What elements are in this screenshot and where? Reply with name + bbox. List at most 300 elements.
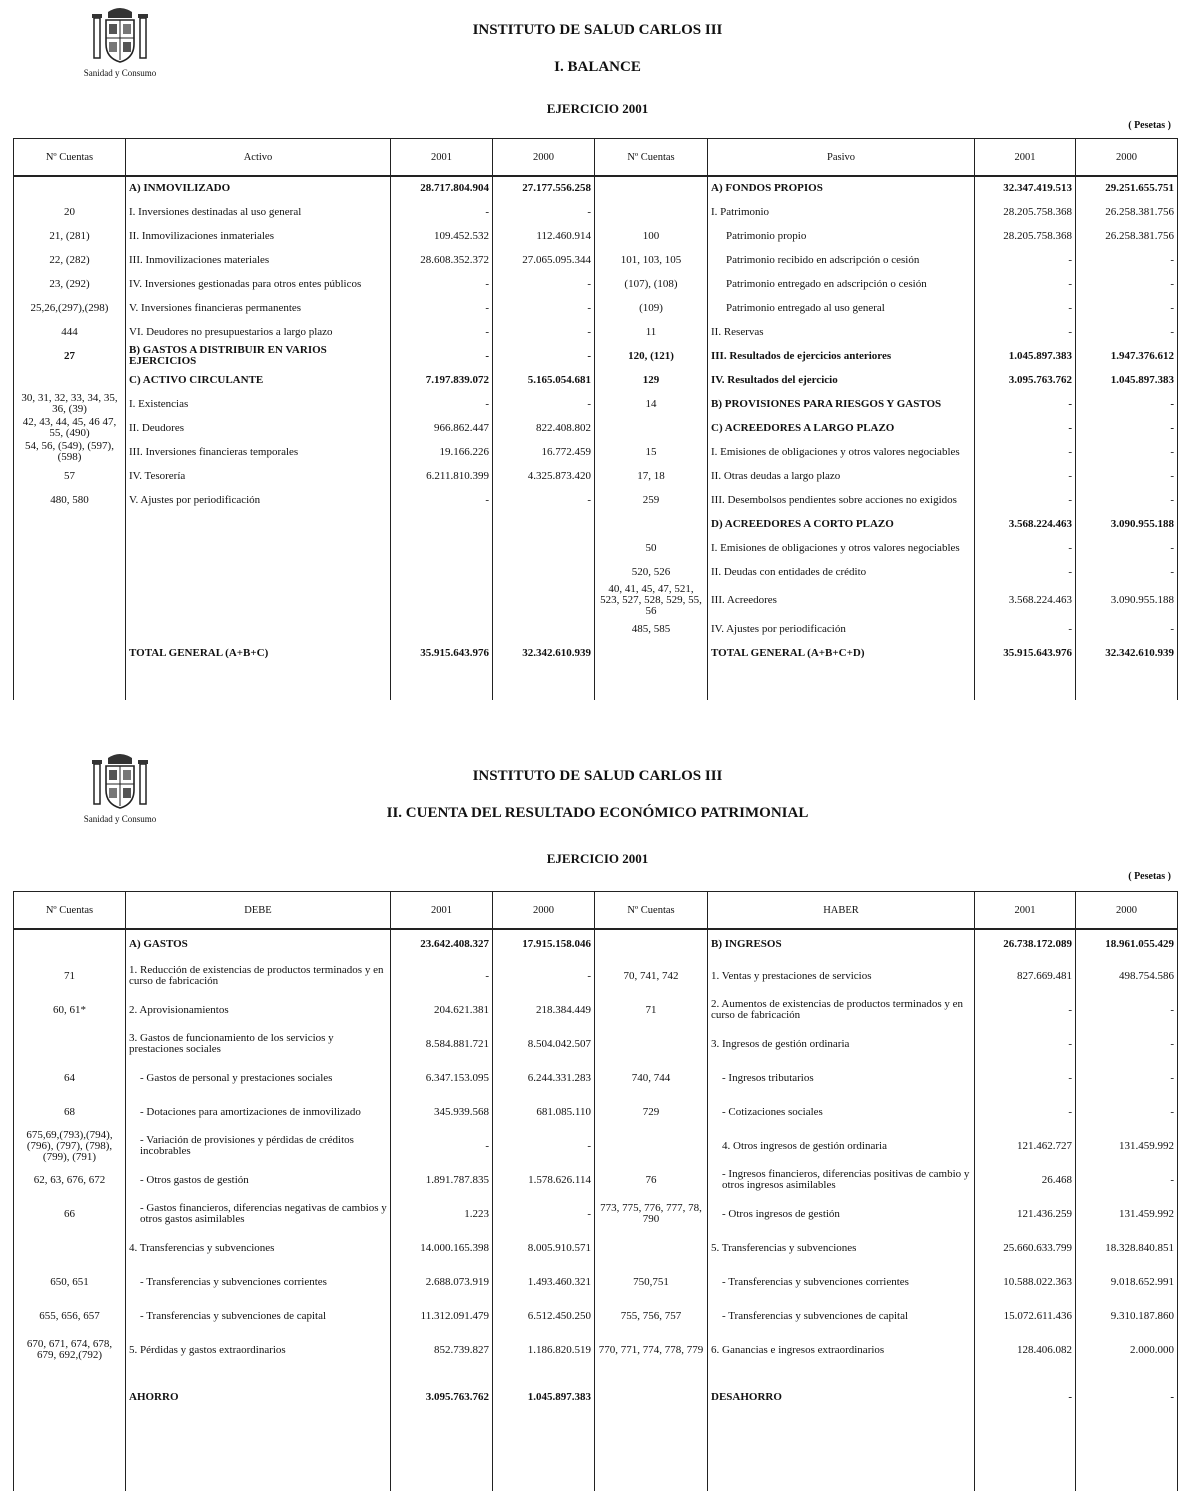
table-cell: 6.244.331.283 [493,1061,595,1095]
table-cell: 3.090.955.188 [1076,512,1178,536]
table-cell: - [391,344,493,368]
table-row [14,929,1178,959]
table-row [14,488,1178,512]
table-cell [126,560,391,584]
table-cell: 1.947.376.612 [1076,344,1178,368]
table-cell: - [391,296,493,320]
table-cell: TOTAL GENERAL (A+B+C+D) [708,641,975,665]
table-cell: - [1076,296,1178,320]
table-cell [493,512,595,536]
table-cell: - [493,959,595,993]
table-cell: DESAHORRO [708,1367,975,1427]
table-cell: - [493,344,595,368]
table-cell: - [975,272,1076,296]
table-cell: 675,69,(793),(794), (796), (797), (798), (799), (791) [14,1129,126,1163]
table-cell: 1.493.460.321 [493,1265,595,1299]
table-cell: 16.772.459 [493,440,595,464]
table-cell: 26.258.381.756 [1076,224,1178,248]
table-cell: 23.642.408.327 [391,929,493,959]
table-cell: III. Desembolsos pendientes sobre acciones no exigidos [708,488,975,512]
table-cell: 750,751 [595,1265,708,1299]
table-cell: IV. Tesorería [126,464,391,488]
table-cell: 131.459.992 [1076,1197,1178,1231]
col-header: 2001 [391,892,493,930]
col-header: 2001 [975,139,1076,177]
table-cell [391,665,493,700]
table-cell: 27 [14,344,126,368]
table-cell: 14.000.165.398 [391,1231,493,1265]
table-cell: 729 [595,1095,708,1129]
table-cell: 120, (121) [595,344,708,368]
table-cell [14,560,126,584]
table-cell [14,929,126,959]
table-row [14,1095,1178,1129]
col-header: 2000 [493,139,595,177]
table-cell: 3.568.224.463 [975,512,1076,536]
table-cell: Patrimonio recibido en adscripción o cesión [708,248,975,272]
table-row [14,1027,1178,1061]
resultado-table [13,891,1178,1491]
table-cell [14,1427,126,1491]
table-cell: 11.312.091.479 [391,1299,493,1333]
table-cell: 25.660.633.799 [975,1231,1076,1265]
table-cell: - [1076,1367,1178,1427]
table-row [14,641,1178,665]
table-cell: - [975,1095,1076,1129]
table-cell: B) GASTOS A DISTRIBUIR EN VARIOS EJERCICIOS [126,344,391,368]
table-cell: 11 [595,320,708,344]
table-cell: 100 [595,224,708,248]
table-cell: III. Resultados de ejercicios anteriores [708,344,975,368]
table-cell: 101, 103, 105 [595,248,708,272]
institution-title: INSTITUTO DE SALUD CARLOS III [472,768,723,784]
table-cell: 21, (281) [14,224,126,248]
table-cell: 8.584.881.721 [391,1027,493,1061]
table-cell: 64 [14,1061,126,1095]
table-cell [493,617,595,641]
table-cell: TOTAL GENERAL (A+B+C) [126,641,391,665]
table-cell: 444 [14,320,126,344]
table-cell: (107), (108) [595,272,708,296]
table-cell [1076,1427,1178,1491]
table-row [14,1129,1178,1163]
col-header: DEBE [126,892,391,930]
table-cell: 15.072.611.436 [975,1299,1076,1333]
table-cell: 129 [595,368,708,392]
table-filler-row [14,1427,1178,1491]
table-cell [595,176,708,200]
table-cell: - [975,464,1076,488]
table-cell [493,584,595,617]
table-cell: 15 [595,440,708,464]
currency-unit: ( Pesetas ) [1128,871,1171,882]
table-cell: - [1076,536,1178,560]
table-row [14,1061,1178,1095]
table-cell: 6. Ganancias e ingresos extraordinarios [708,1333,975,1367]
table-cell: - [391,488,493,512]
table-cell: - [493,320,595,344]
table-cell [975,1427,1076,1491]
table-cell: II. Inmovilizaciones inmateriales [126,224,391,248]
table-cell [1076,665,1178,700]
table-cell: 4.325.873.420 [493,464,595,488]
col-header: 2001 [975,892,1076,930]
table-cell [595,929,708,959]
table-row [14,248,1178,272]
table-cell: - [493,1129,595,1163]
table-cell: 40, 41, 45, 47, 521, 523, 527, 528, 529, 55, 56 [595,584,708,617]
table-cell: 2. Aprovisionamientos [126,993,391,1027]
table-cell: 30, 31, 32, 33, 34, 35, 36, (39) [14,392,126,416]
col-header: Nº Cuentas [14,892,126,930]
table-cell: 42, 43, 44, 45, 46 47, 55, (490) [14,416,126,440]
table-cell: III. Inmovilizaciones materiales [126,248,391,272]
table-cell: C) ACREEDORES A LARGO PLAZO [708,416,975,440]
table-cell: 1.045.897.383 [493,1367,595,1427]
ministry-caption: Sanidad y Consumo [83,814,157,824]
table-row [14,1333,1178,1367]
table-cell: - [975,296,1076,320]
table-cell: AHORRO [126,1367,391,1427]
table-cell: B) INGRESOS [708,929,975,959]
table-cell: 131.459.992 [1076,1129,1178,1163]
table-row [14,1299,1178,1333]
table-cell: - [1076,416,1178,440]
table-cell: - [391,272,493,296]
table-cell: - [1076,1027,1178,1061]
table-cell: 852.739.827 [391,1333,493,1367]
table-cell [126,584,391,617]
table-cell: IV. Ajustes por periodificación [708,617,975,641]
table-cell: III. Acreedores [708,584,975,617]
table-cell: VI. Deudores no presupuestarios a largo plazo [126,320,391,344]
table-cell: - Otros ingresos de gestión [708,1197,975,1231]
table-cell: 9.310.187.860 [1076,1299,1178,1333]
table-cell [595,416,708,440]
table-cell: 3.095.763.762 [975,368,1076,392]
col-header: Pasivo [708,139,975,177]
table-cell: 62, 63, 676, 672 [14,1163,126,1197]
table-cell: II. Deudores [126,416,391,440]
table-cell: Patrimonio entregado al uso general [708,296,975,320]
table-cell: - [975,560,1076,584]
table-cell: 5.165.054.681 [493,368,595,392]
table-cell [493,560,595,584]
table-cell: 681.085.110 [493,1095,595,1129]
table-cell: 5. Pérdidas y gastos extraordinarios [126,1333,391,1367]
table-cell: - [1076,272,1178,296]
table-cell: I. Emisiones de obligaciones y otros valores negociables [708,536,975,560]
table-row [14,296,1178,320]
table-cell: - Transferencias y subvenciones de capital [126,1299,391,1333]
table-cell [14,1367,126,1427]
table-cell: 2.688.073.919 [391,1265,493,1299]
table-cell: 112.460.914 [493,224,595,248]
table-cell: - [1076,1061,1178,1095]
table-cell: 27.065.095.344 [493,248,595,272]
table-cell: 3. Gastos de funcionamiento de los servicios y prestaciones sociales [126,1027,391,1061]
table-cell [14,584,126,617]
table-cell: 28.608.352.372 [391,248,493,272]
table-cell: 28.205.758.368 [975,200,1076,224]
table-cell: 25,26,(297),(298) [14,296,126,320]
table-cell: - [391,392,493,416]
table-row [14,959,1178,993]
table-cell [391,560,493,584]
table-cell: - Gastos de personal y prestaciones sociales [126,1061,391,1095]
table-cell: - [391,200,493,224]
table-cell: - [975,1367,1076,1427]
table-cell: 1.186.820.519 [493,1333,595,1367]
table-cell [595,1367,708,1427]
table-row [14,536,1178,560]
table-cell [595,1027,708,1061]
table-row [14,392,1178,416]
table-cell: 1.045.897.383 [975,344,1076,368]
table-cell: 498.754.586 [1076,959,1178,993]
table-cell: (109) [595,296,708,320]
exercise-label: EJERCICIO 2001 [546,851,649,866]
table-cell: - [493,392,595,416]
table-cell [126,1427,391,1491]
table-cell: 8.005.910.571 [493,1231,595,1265]
table-row [14,1197,1178,1231]
table-row [14,1265,1178,1299]
table-cell: 54, 56, (549), (597), (598) [14,440,126,464]
table-cell: 2.000.000 [1076,1333,1178,1367]
table-cell: B) PROVISIONES PARA RIESGOS Y GASTOS [708,392,975,416]
table-cell: II. Reservas [708,320,975,344]
table-row [14,584,1178,617]
table-cell [126,512,391,536]
table-cell: 27.177.556.258 [493,176,595,200]
table-cell: 10.588.022.363 [975,1265,1076,1299]
table-cell: - [493,1197,595,1231]
table-cell: 1. Ventas y prestaciones de servicios [708,959,975,993]
table-cell: 109.452.532 [391,224,493,248]
balance-body [14,176,1178,700]
table-cell: 18.328.840.851 [1076,1231,1178,1265]
table-cell [595,200,708,224]
table-cell: 17.915.158.046 [493,929,595,959]
table-cell: 8.504.042.507 [493,1027,595,1061]
col-header: Nº Cuentas [595,139,708,177]
table-cell: 4. Transferencias y subvenciones [126,1231,391,1265]
col-header: HABER [708,892,975,930]
table-cell: 2. Aumentos de existencias de productos terminados y en curso de fabricación [708,993,975,1027]
table-cell [595,1129,708,1163]
table-cell: - Ingresos tributarios [708,1061,975,1095]
table-cell: 71 [14,959,126,993]
table-cell [14,641,126,665]
table-cell: I. Inversiones destinadas al uso general [126,200,391,224]
table-row [14,344,1178,368]
table-cell: 740, 744 [595,1061,708,1095]
table-cell [493,665,595,700]
table-cell: IV. Resultados del ejercicio [708,368,975,392]
table-cell: - [975,320,1076,344]
table-cell: 827.669.481 [975,959,1076,993]
table-cell: 28.205.758.368 [975,224,1076,248]
table-cell [126,617,391,641]
table-cell [493,536,595,560]
table-cell: - Cotizaciones sociales [708,1095,975,1129]
table-cell: - Variación de provisiones y pérdidas de créditos incobrables [126,1129,391,1163]
table-cell: - [975,993,1076,1027]
table-cell [14,1027,126,1061]
table-cell: 68 [14,1095,126,1129]
table-row [14,272,1178,296]
resultado-title: II. CUENTA DEL RESULTADO ECONÓMICO PATRIMONIAL [386,805,809,821]
table-cell [14,665,126,700]
table-cell: 7.197.839.072 [391,368,493,392]
table-header-row [14,139,1178,177]
ministry-caption: Sanidad y Consumo [83,68,157,78]
table-cell: 22, (282) [14,248,126,272]
table-cell: - [1076,993,1178,1027]
table-cell: - Dotaciones para amortizaciones de inmovilizado [126,1095,391,1129]
table-cell: V. Inversiones financieras permanentes [126,296,391,320]
table-row [14,224,1178,248]
table-cell: 32.347.419.513 [975,176,1076,200]
table-cell: - [493,296,595,320]
table-cell [14,512,126,536]
table-cell: I. Patrimonio [708,200,975,224]
table-cell: - [1076,320,1178,344]
table-row [14,1231,1178,1265]
table-cell: C) ACTIVO CIRCULANTE [126,368,391,392]
table-cell: 23, (292) [14,272,126,296]
table-row [14,512,1178,536]
table-row [14,200,1178,224]
table-cell: - [1076,464,1178,488]
table-cell: - [1076,392,1178,416]
table-cell: - [1076,1095,1178,1129]
table-cell: A) GASTOS [126,929,391,959]
table-cell: 345.939.568 [391,1095,493,1129]
table-cell: 17, 18 [595,464,708,488]
table-cell: Patrimonio entregado en adscripción o cesión [708,272,975,296]
table-cell: - [975,1027,1076,1061]
col-header: Nº Cuentas [595,892,708,930]
table-cell: 60, 61* [14,993,126,1027]
table-cell: 5. Transferencias y subvenciones [708,1231,975,1265]
currency-unit: ( Pesetas ) [1128,120,1171,131]
table-cell [493,1427,595,1491]
table-cell [975,665,1076,700]
table-cell: 76 [595,1163,708,1197]
balance-title: I. BALANCE [554,59,641,75]
table-cell: - [1076,1163,1178,1197]
table-cell [126,665,391,700]
table-row [14,320,1178,344]
table-cell: 50 [595,536,708,560]
table-cell: - [1076,617,1178,641]
table-row [14,176,1178,200]
col-header: 2001 [391,139,493,177]
table-cell: 121.462.727 [975,1129,1076,1163]
table-cell: 3. Ingresos de gestión ordinaria [708,1027,975,1061]
table-filler-row [14,665,1178,700]
table-row [14,416,1178,440]
table-cell: 28.717.804.904 [391,176,493,200]
table-cell: - [391,1129,493,1163]
table-cell: - Ingresos financieros, diferencias positivas de cambio y otros ingresos asimilables [708,1163,975,1197]
col-header: 2000 [493,892,595,930]
table-cell [595,1231,708,1265]
table-cell: - [391,320,493,344]
table-cell: - [493,488,595,512]
table-cell: - [391,959,493,993]
table-cell: 71 [595,993,708,1027]
table-cell [391,617,493,641]
table-cell [126,536,391,560]
table-cell: 670, 671, 674, 678, 679, 692,(792) [14,1333,126,1367]
col-header: 2000 [1076,892,1178,930]
table-cell [391,584,493,617]
table-cell: 3.568.224.463 [975,584,1076,617]
table-cell: 204.621.381 [391,993,493,1027]
table-cell: 485, 585 [595,617,708,641]
table-cell: A) FONDOS PROPIOS [708,176,975,200]
table-cell: 20 [14,200,126,224]
table-row [14,368,1178,392]
table-cell: 18.961.055.429 [1076,929,1178,959]
table-cell [595,641,708,665]
table-cell: 1.578.626.114 [493,1163,595,1197]
exercise-label: EJERCICIO 2001 [546,101,649,116]
table-cell: - [1076,248,1178,272]
table-cell: 35.915.643.976 [975,641,1076,665]
table-cell [14,536,126,560]
table-cell: 3.090.955.188 [1076,584,1178,617]
table-cell: 755, 756, 757 [595,1299,708,1333]
table-cell: - [975,617,1076,641]
table-cell: III. Inversiones financieras temporales [126,440,391,464]
table-cell: 655, 656, 657 [14,1299,126,1333]
table-cell: - [975,392,1076,416]
table-cell [14,368,126,392]
table-cell [391,1427,493,1491]
table-cell: II. Otras deudas a largo plazo [708,464,975,488]
table-cell: - Gastos financieros, diferencias negativas de cambios y otros gastos asimilables [126,1197,391,1231]
table-cell: 6.512.450.250 [493,1299,595,1333]
table-cell [708,1427,975,1491]
table-cell: - Transferencias y subvenciones corrientes [708,1265,975,1299]
table-header-row [14,892,1178,930]
table-cell [14,617,126,641]
table-row [14,1163,1178,1197]
table-row [14,617,1178,641]
table-cell: 6.347.153.095 [391,1061,493,1095]
table-cell: 1.223 [391,1197,493,1231]
table-row [14,993,1178,1027]
table-cell: - [493,200,595,224]
table-cell: D) ACREEDORES A CORTO PLAZO [708,512,975,536]
table-cell: 57 [14,464,126,488]
table-cell: 32.342.610.939 [1076,641,1178,665]
table-cell: - [975,488,1076,512]
table-cell: 966.862.447 [391,416,493,440]
col-header: Activo [126,139,391,177]
table-cell: 650, 651 [14,1265,126,1299]
table-cell: 26.468 [975,1163,1076,1197]
table-cell: 29.251.655.751 [1076,176,1178,200]
table-cell [391,512,493,536]
table-cell: - [493,272,595,296]
resultado-body [14,929,1178,1491]
table-cell: I. Existencias [126,392,391,416]
